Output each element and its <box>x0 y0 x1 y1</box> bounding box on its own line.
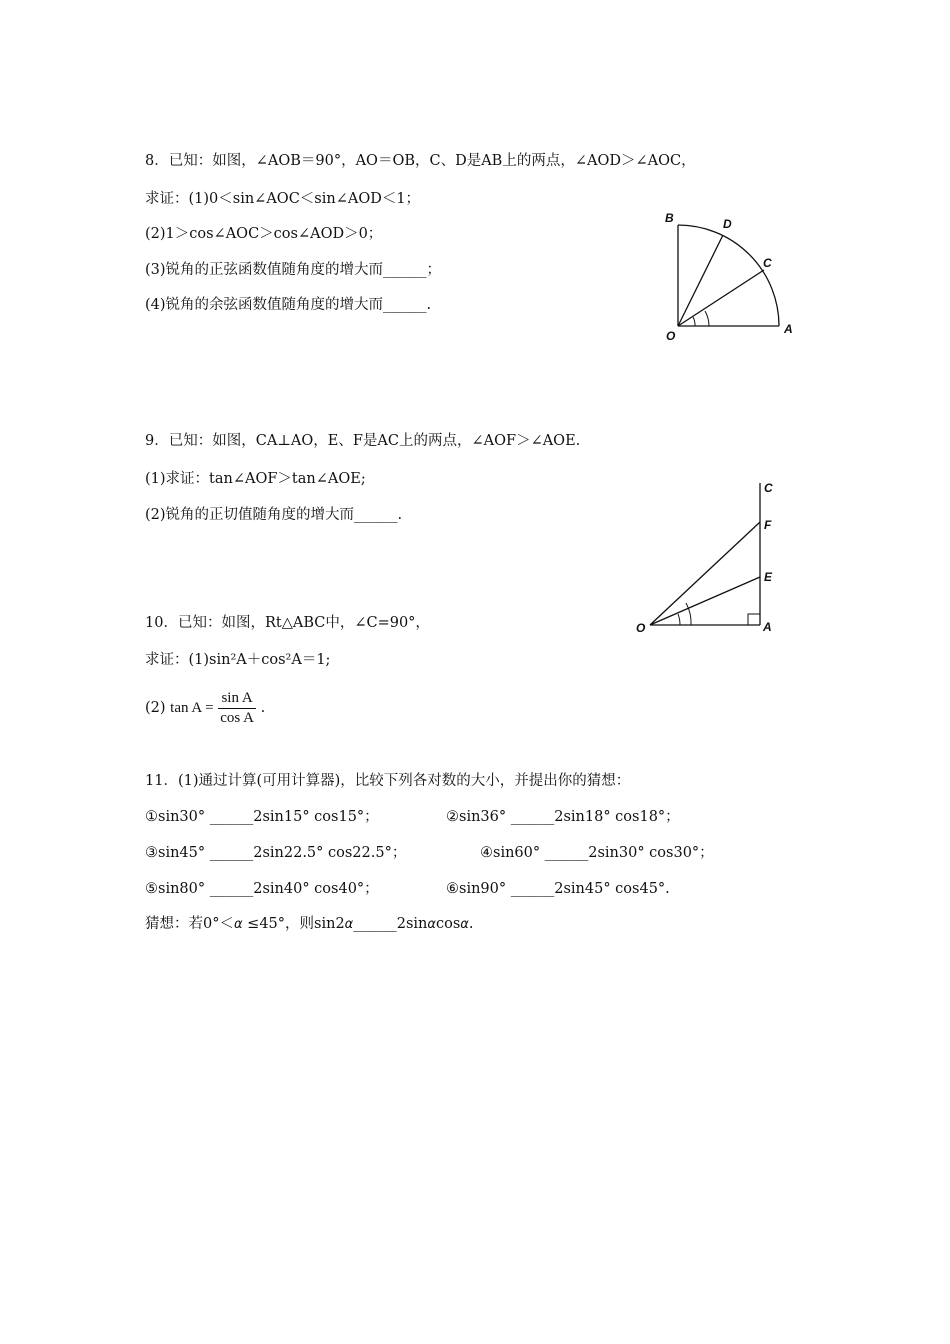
comparison-item-2: ②sin36° ______2sin18° cos18°； <box>446 809 680 825</box>
comparison-item-6: ⑥sin90° ______2sin45° cos45°. <box>446 881 670 897</box>
alpha-symbol: α <box>427 917 436 932</box>
problem11-stem: 11．(1)通过计算(可用计算器)，比较下列各对数的大小，并提出你的猜想： <box>145 773 631 789</box>
fig8-label-O: O <box>666 329 676 343</box>
problem9-stem: 9．已知：如图，CA⊥AO，E、F是AC上的两点，∠AOF＞∠AOE. <box>145 433 581 449</box>
problem8-part3: (3)锐角的正弦函数值随角度的增大而______； <box>145 262 442 278</box>
problem10-part2-prefix: (2) <box>145 700 166 716</box>
problem11-conjecture <box>145 914 473 935</box>
comparison-item-1: ①sin30° ______2sin15° cos15°； <box>145 809 379 825</box>
fraction-sinA-over-cosA <box>218 689 256 728</box>
problem10-part2-lhs: tan A = <box>170 700 214 716</box>
conjecture-part-c: ______2sin <box>353 916 428 932</box>
fig9-label-A: A <box>763 620 772 634</box>
problem8-part2: (2)1＞cos∠AOC＞cos∠AOD＞0； <box>145 226 383 242</box>
fig8-label-B: B <box>665 211 674 225</box>
fig8-label-C: C <box>763 256 772 270</box>
problem9-part2: (2)锐角的正切值随角度的增大而______. <box>145 507 403 523</box>
conjecture-part-e: . <box>468 916 474 932</box>
problem8-stem: 8．已知：如图，∠AOB＝90°，AO＝OB，C、D是AB上的两点，∠AOD＞∠AOC， <box>145 153 696 169</box>
conjecture-part-a: 猜想：若0°＜ <box>145 916 234 932</box>
conjecture-part-b: ≤45°，则sin2 <box>242 916 345 932</box>
fraction-numerator: sin A <box>218 689 256 709</box>
fig9-label-C: C <box>764 481 773 495</box>
quarter-circle-figure <box>655 205 805 345</box>
comparison-item-5: ⑤sin80° ______2sin40° cos40°； <box>145 881 379 897</box>
alpha-symbol: α <box>460 917 469 932</box>
conjecture-part-d: cos <box>435 916 461 932</box>
fig8-label-D: D <box>723 217 732 231</box>
fig8-label-A: A <box>784 322 793 336</box>
comparison-item-3: ③sin45° ______2sin22.5° cos22.5°； <box>145 845 407 861</box>
fraction-denominator: cos A <box>220 709 254 726</box>
problem9-part1: (1)求证：tan∠AOF＞tan∠AOE; <box>145 471 366 487</box>
problem8-part1: 求证：(1)0＜sin∠AOC＜sin∠AOD＜1； <box>145 191 421 207</box>
alpha-symbol: α <box>233 917 243 932</box>
comparison-item-4: ④sin60° ______2sin30° cos30°； <box>480 845 714 861</box>
fig9-label-O: O <box>636 621 646 635</box>
problem10-part2-suffix: . <box>260 700 266 716</box>
problem8-part4: (4)锐角的余弦函数值随角度的增大而______. <box>145 297 432 313</box>
alpha-symbol: α <box>344 917 354 932</box>
fig9-label-E: E <box>764 570 773 584</box>
fig9-label-F: F <box>764 518 772 532</box>
tangent-figure <box>630 475 790 640</box>
problem10-part1: 求证：(1)sin²A＋cos²A＝1; <box>145 652 331 668</box>
problem10-stem: 10．已知：如图，Rt△ABC中，∠C=90°， <box>145 615 430 631</box>
problem10-part2 <box>145 686 265 730</box>
